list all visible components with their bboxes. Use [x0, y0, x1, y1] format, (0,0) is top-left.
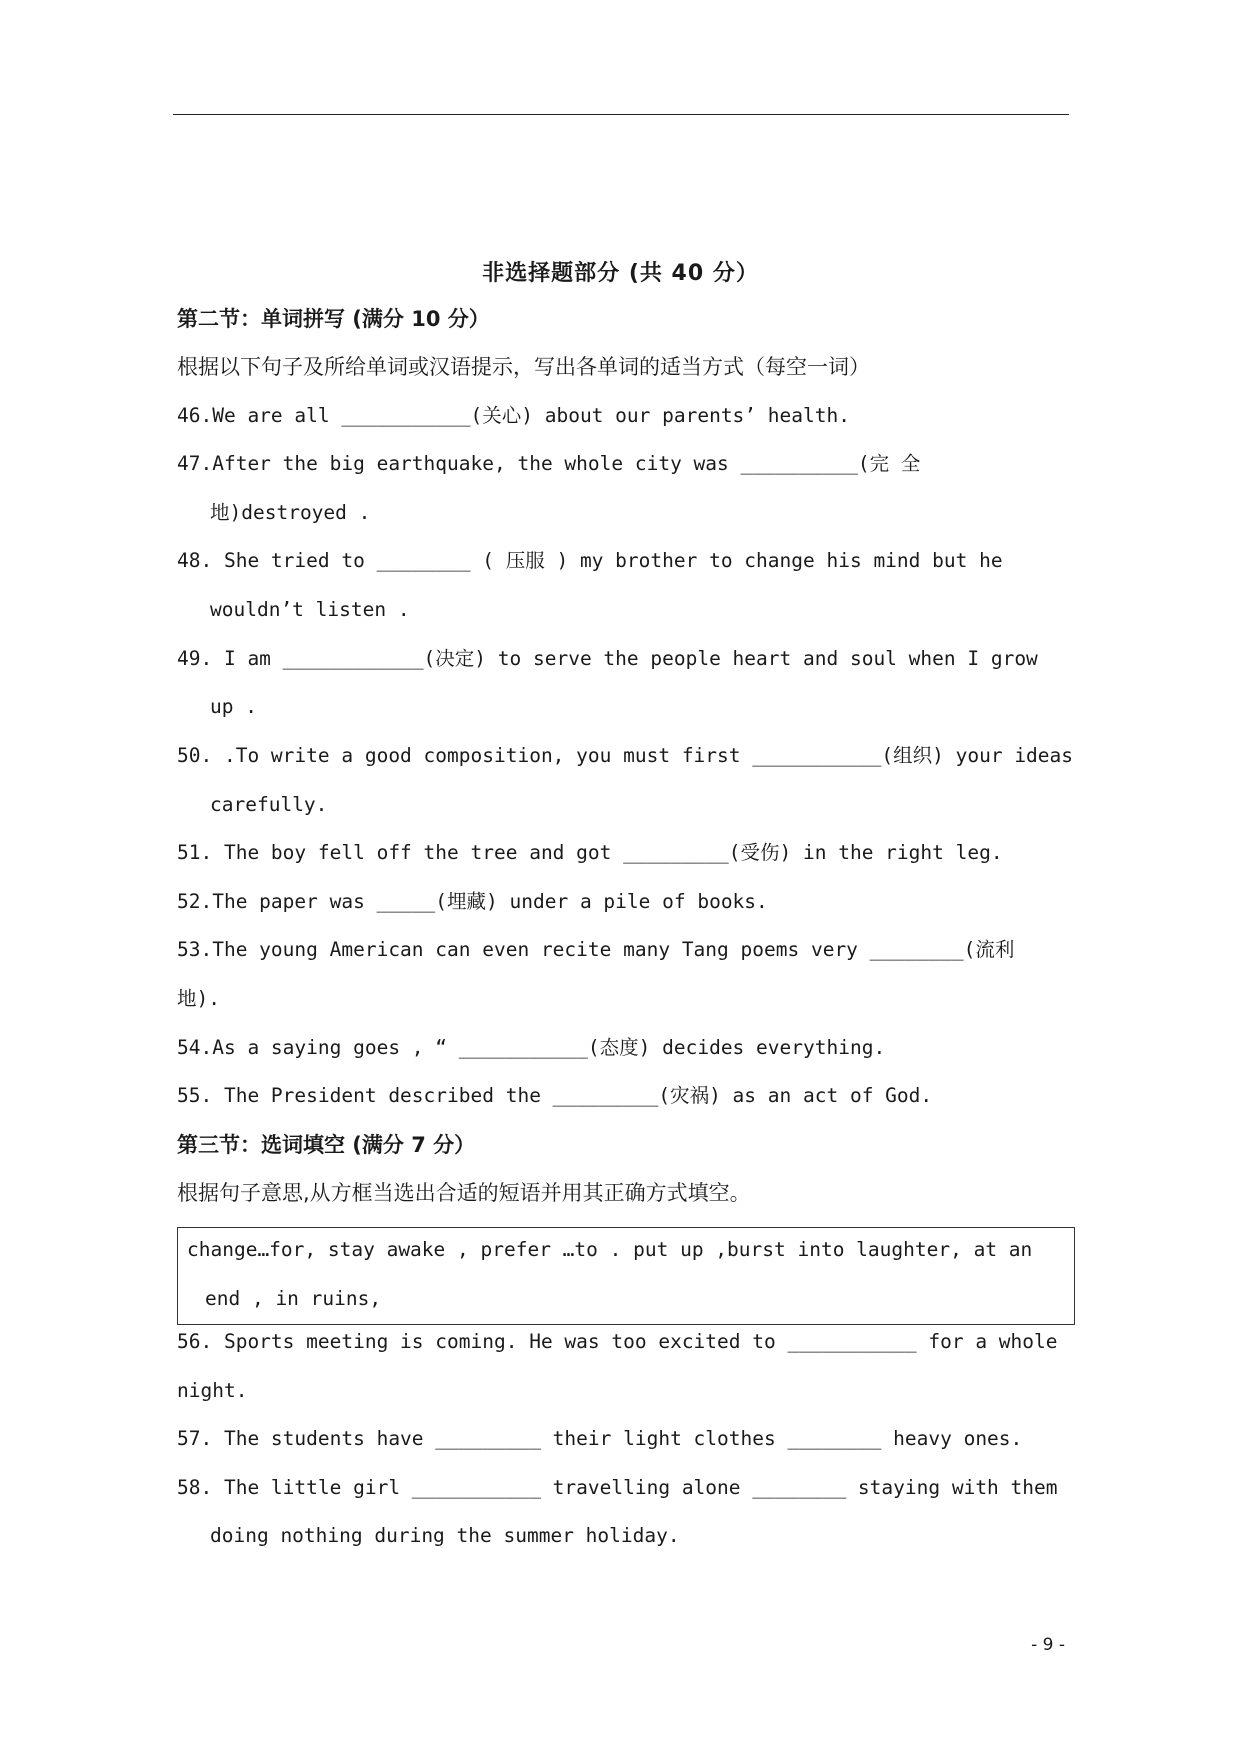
- word-bank-box: [177, 1227, 1075, 1325]
- question-47: 47.After the big earthquake, the whole city was __________(完 全: [177, 452, 921, 475]
- question-53: 53.The young American can even recite many Tang poems very ________(流利: [177, 938, 1015, 961]
- question-56-cont: night.: [177, 1379, 248, 1402]
- page-number: - 9 -: [1031, 1635, 1065, 1655]
- header-rule: [173, 114, 1069, 115]
- part3-instruction: 根据句子意思,从方框当选出合适的短语并用其正确方式填空。: [177, 1181, 751, 1205]
- question-47-cont: 地)destroyed .: [210, 501, 371, 524]
- question-53-cont: 地).: [177, 987, 220, 1010]
- question-48-cont: wouldn’t listen .: [210, 598, 410, 621]
- question-57: 57. The students have _________ their light clothes ________ heavy ones.: [177, 1427, 1023, 1450]
- question-51: 51. The boy fell off the tree and got _________(受伤) in the right leg.: [177, 841, 1003, 864]
- part3-heading: 第三节：选词填空 (满分 7 分）: [177, 1133, 476, 1157]
- question-50-cont: carefully.: [210, 793, 328, 816]
- question-48: 48. She tried to ________ ( 压服 ) my brother to change his mind but he: [177, 549, 1003, 572]
- question-46: 46.We are all ___________(关心) about our parents’ health.: [177, 404, 850, 427]
- section-title: 非选择题部分 (共 40 分）: [482, 261, 759, 286]
- question-58: 58. The little girl ___________ travelling alone ________ staying with them: [177, 1476, 1058, 1499]
- part2-instruction: 根据以下句子及所给单词或汉语提示，写出各单词的适当方式（每空一词）: [177, 355, 870, 379]
- question-49-cont: up .: [210, 695, 257, 718]
- word-bank-line-2: end , in ruins,: [205, 1287, 382, 1310]
- question-50: 50. .To write a good composition, you must first ___________(组织) your ideas: [177, 744, 1074, 767]
- question-55: 55. The President described the _________(灾祸) as an act of God.: [177, 1084, 933, 1107]
- part2-heading: 第二节：单词拼写 (满分 10 分）: [177, 307, 490, 331]
- question-49: 49. I am ____________(决定) to serve the people heart and soul when I grow: [177, 647, 1038, 670]
- question-58-cont: doing nothing during the summer holiday.: [210, 1524, 680, 1547]
- question-56: 56. Sports meeting is coming. He was too excited to ___________ for a whole: [177, 1330, 1058, 1353]
- word-bank-line-1: change…for, stay awake , prefer …to . put up ,burst into laughter, at an: [187, 1238, 1033, 1261]
- question-54: 54.As a saying goes , “ ___________(态度) decides everything.: [177, 1036, 886, 1059]
- question-52: 52.The paper was _____(埋藏) under a pile of books.: [177, 890, 768, 913]
